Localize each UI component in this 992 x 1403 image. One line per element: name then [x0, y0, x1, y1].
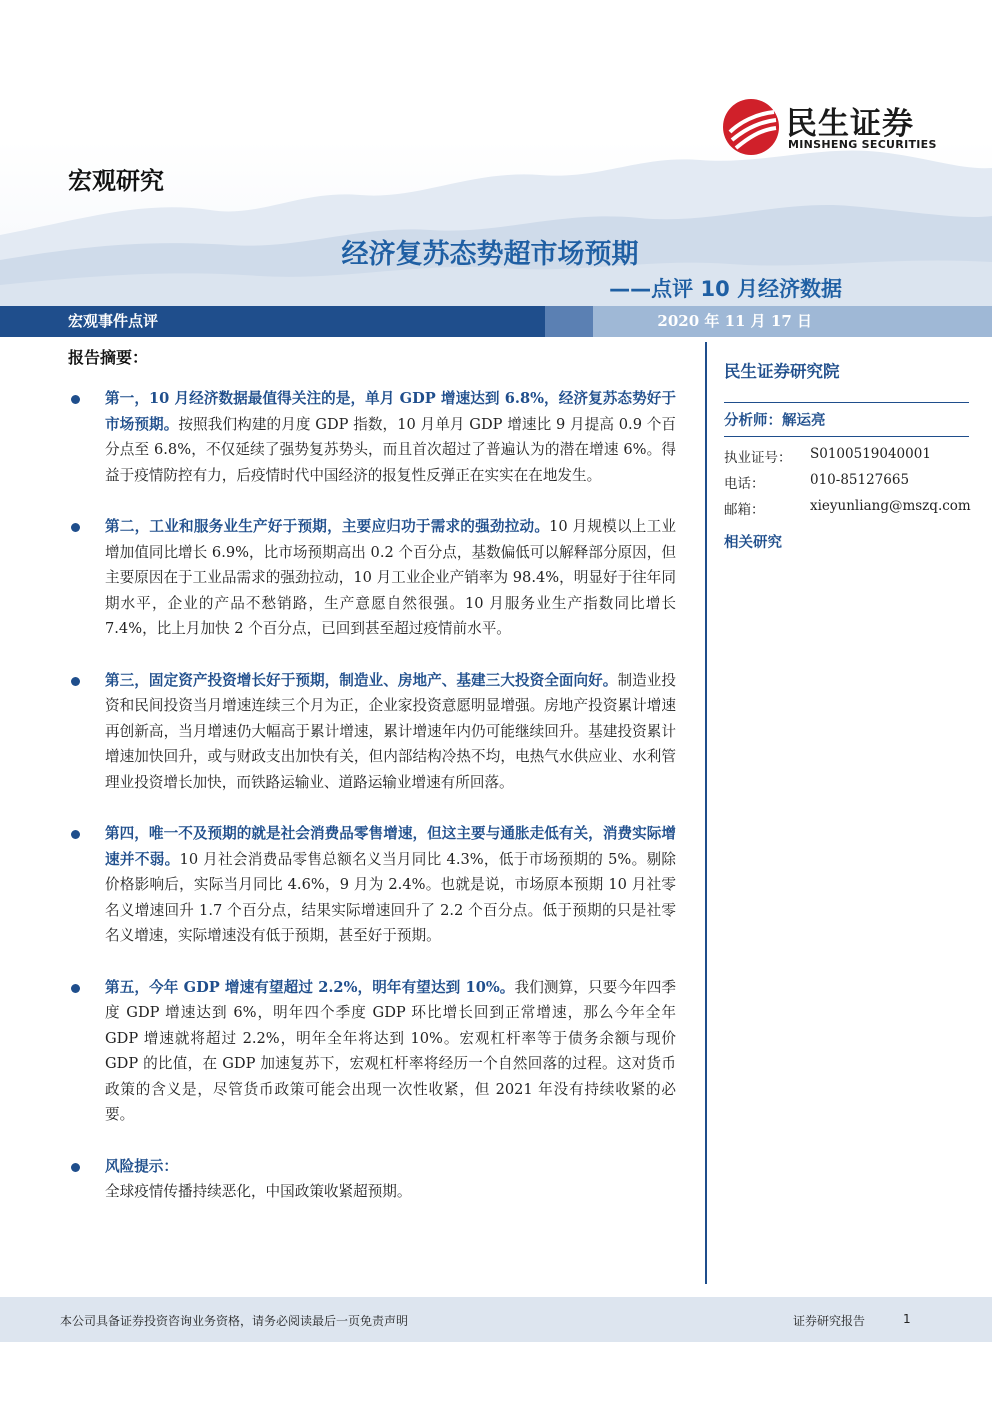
email-value[interactable]: xieyunliang@mszq.com	[810, 498, 971, 514]
report-date: 2020 年 11 月 17 日	[657, 312, 812, 330]
bullet-icon	[71, 677, 80, 686]
phone-row	[724, 472, 974, 492]
column-divider	[705, 342, 707, 1284]
email-label: 邮箱：	[724, 502, 765, 518]
minsheng-logo-icon	[722, 98, 780, 156]
footer-disclaimer: 本公司具备证券投资咨询业务资格，请务必阅读最后一页免责声明	[60, 1314, 409, 1328]
sidebar-divider	[724, 402, 969, 403]
report-type: 宏观事件点评	[68, 312, 159, 330]
list-item	[68, 514, 676, 642]
item-highlight: 第五，今年 GDP 增速有望超过 2.2%，明年有望达到 10%。	[105, 978, 515, 996]
list-item	[68, 975, 676, 1128]
report-subtitle: ——点评 10 月经济数据	[609, 277, 842, 301]
analyst-name: 分析师：解运亮	[724, 412, 826, 429]
item-highlight: 第二，工业和服务业生产好于预期，主要应归功于需求的强劲拉动。	[105, 518, 550, 535]
bullet-icon	[71, 1163, 80, 1172]
cert-label: 执业证号：	[724, 450, 792, 466]
list-item	[68, 821, 676, 949]
footer-doc-type: 证券研究报告	[793, 1314, 866, 1328]
section-label: 宏观研究	[68, 167, 164, 195]
research-institute: 民生证券研究院	[724, 362, 840, 381]
risk-item	[68, 1154, 676, 1205]
cert-row	[724, 446, 974, 466]
item-body: 按照我们构建的月度 GDP 指数，10 月单月 GDP 增速比 9 月提高 0.9 个百分点至 6.8%，不仅延续了强势复苏势头，而且首次超过了普遍认为的潜在增速 6%。得益于疫情防控有力，后疫情时代中国经济的报复性反弹正在实实在在地发生。	[105, 415, 676, 484]
item-body: 制造业投资和民间投资当月增速连续三个月为正，企业家投资意愿明显增强。房地产投资累计增速再创新高，当月增速仍大幅高于累计增速，累计增速年内仍可能继续回升。基建投资累计增速加快回升，或与财政支出加快有关，但内部结构冷热不均，电热气水供应业、水利管理业投资增长加快，而铁路运输业、道路运输业增速有所回落。	[105, 671, 676, 791]
bullet-icon	[71, 830, 80, 839]
item-body: 全球疫情传播持续恶化，中国政策收紧超预期。	[105, 1183, 412, 1200]
item-body: 我们测算，只要今年四季度 GDP 增速达到 6%，明年四个季度 GDP 环比增长回到正常增速，那么今年全年 GDP 增速就将超过 2.2%，明年全年将达到 10%。宏观杠杆率等于债务余额与现价 GDP 的比值，在 GDP 加速复苏下，宏观杠杆率将经历一个自然回落的过程。这对货币政策的含义是，尽管货币政策可能会出现一次性收紧，但 2021 年没有持续收紧的必要。	[105, 978, 676, 1123]
item-highlight: 第四，唯一不及预期的就是社会消费品零售增速，但这主要与通胀走低有关，消费实际增速并不弱。	[105, 825, 676, 868]
brand-name-cn: 民生证券	[786, 106, 914, 142]
brand-logo	[722, 98, 962, 158]
brand-name-en: MINSHENG SECURITIES	[788, 138, 937, 151]
item-highlight: 风险提示：	[105, 1157, 178, 1175]
list-item	[68, 668, 676, 796]
item-highlight: 第三，固定资产投资增长好于预期，制造业、房地产、基建三大投资全面向好。	[105, 671, 618, 689]
phone-value: 010-85127665	[810, 472, 910, 488]
cert-value: S0100519040001	[810, 446, 931, 462]
item-highlight: 第一，10 月经济数据最值得关注的是，单月 GDP 增速达到 6.8%，经济复苏态势好于市场预期。	[105, 390, 676, 433]
email-row	[724, 498, 974, 518]
sidebar	[724, 358, 974, 552]
list-item	[68, 386, 676, 488]
bar-segment-mid	[545, 306, 593, 337]
report-title: 经济复苏态势超市场预期	[341, 239, 639, 270]
abstract-list	[68, 386, 676, 1231]
bullet-icon	[71, 984, 80, 993]
page-number: 1	[903, 1312, 911, 1326]
bullet-icon	[71, 395, 80, 404]
abstract-heading: 报告摘要：	[68, 348, 149, 367]
related-research-heading: 相关研究	[724, 534, 782, 551]
sidebar-divider	[724, 436, 969, 437]
item-body: 10 月社会消费品零售总额名义当月同比 4.3%，低于市场预期的 5%。剔除价格影响后，实际当月同比 4.6%，9 月为 2.4%。也就是说，市场原本预期 10 月社零名义增速回升 1.7 个百分点，结果实际增速回升了 2.2 个百分点。低于预期的只是社零名义增速，实际增速没有低于预期，甚至好于预期。	[105, 850, 676, 944]
item-body: 10 月规模以上工业增加值同比增长 6.9%，比市场预期高出 0.2 个百分点，基数偏低可以解释部分原因，但主要原因在于工业品需求的强劲拉动，10 月工业企业产销率为 98.4%，明显好于往年同期水平，企业的产品不愁销路，生产意愿自然很强。10 月服务业生产指数同比增长 7.4%，比上月加快 2 个百分点，已回到甚至超过疫情前水平。	[105, 518, 676, 637]
bullet-icon	[71, 523, 80, 532]
phone-label: 电话：	[724, 476, 765, 492]
